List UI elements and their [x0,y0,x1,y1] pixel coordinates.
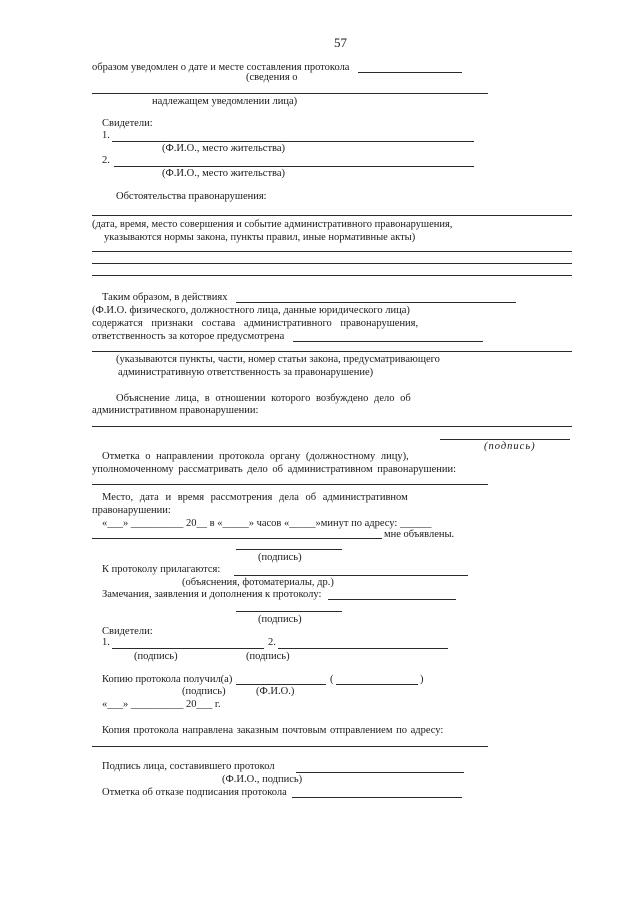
fill-line [92,93,488,94]
fill-line [236,302,516,303]
text-line: (подпись) [258,552,302,563]
fill-line [292,797,462,798]
text-line: (подпись) [258,614,302,625]
text-line: ответственность за которое предусмотрена [92,331,285,342]
fill-line [112,648,264,649]
text-line: (подпись) [246,651,290,662]
text-line: 2. [268,637,276,648]
text-line: (указываются пункты, части, номер статьи закона, предусматривающего [116,354,440,365]
text-line: мне объявлены. [384,529,455,540]
fill-line [358,72,462,73]
fill-line [114,166,474,167]
fill-line [92,746,488,747]
fill-line [236,684,326,685]
fill-line [92,215,572,216]
text-line: (Ф.И.О., подпись) [222,774,303,785]
text-line: надлежащем уведомлении лица) [152,96,298,107]
text-line: 2. [102,155,110,166]
text-line: (Ф.И.О., место жительства) [162,143,286,154]
fill-line [236,549,342,550]
text-line: содержатся признаки состава административного правонарушения, [92,318,419,329]
text-line: Подпись лица, составившего протокол [102,761,275,772]
text-line: административном правонарушении: [92,405,259,416]
text-line: Отметка об отказе подписания протокола [102,787,287,798]
fill-line [112,141,474,142]
fill-line [92,426,572,427]
text-line: «___» __________ 20__ в «_____» часов «_____»минут по адресу: ______ [102,518,432,529]
text-line: 1. [102,637,110,648]
text-line: правонарушении: [92,505,171,516]
fill-line [92,275,572,276]
text-line: Отметка о направлении протокола органу (должностному лицу), [102,451,409,462]
fill-line [440,439,570,440]
text-line: (объяснения, фотоматериалы, др.) [182,577,334,588]
fill-line [92,484,488,485]
text-line: (сведения о [246,72,298,83]
text-line: (подпись) [484,441,536,452]
text-line: Свидетели: [102,118,153,129]
text-line: (Ф.И.О. физического, должностного лица, данные юридического лица) [92,305,410,316]
fill-line [278,648,448,649]
text-line: образом уведомлен о дате и месте составления протокола [92,62,350,73]
text-line: Обстоятельства правонарушения: [116,191,267,202]
text-line: К протоколу прилагаются: [102,564,221,575]
text-line: уполномоченному рассматривать дело об административном правонарушении: [92,464,457,475]
text-line: ) [420,674,424,685]
text-line: Копия протокола направлена заказным почтовым отправлением по адресу: [102,725,444,736]
text-line: Место, дата и время рассмотрения дела об административном [102,492,408,503]
text-line: (Ф.И.О., место жительства) [162,168,286,179]
text-line: Таким образом, в действиях [102,292,228,303]
fill-line [328,599,456,600]
text-line: Свидетели: [102,626,153,637]
text-line: (подпись) [182,686,226,697]
fill-line [234,575,468,576]
text-line: «___» __________ 20___ г. [102,699,221,710]
text-line: Замечания, заявления и дополнения к протоколу: [102,589,322,600]
text-line: указываются нормы закона, пункты правил, иные нормативные акты) [104,232,416,243]
text-line: (дата, время, место совершения и событие административного правонарушения, [92,219,453,230]
text-line: Копию протокола получил(а) [102,674,233,685]
fill-line [92,263,572,264]
page-number: 57 [334,35,347,50]
text-line: (Ф.И.О.) [256,686,295,697]
fill-line [92,251,572,252]
text-line: административную ответственность за правонарушение) [118,367,374,378]
fill-line [293,341,483,342]
fill-line [92,538,382,539]
text-line: ( [330,674,334,685]
fill-line [92,351,572,352]
fill-line [236,611,342,612]
fill-line [336,684,418,685]
text-line: Объяснение лица, в отношении которого возбуждено дело об [116,393,411,404]
text-line: (подпись) [134,651,178,662]
fill-line [296,772,464,773]
text-line: 1. [102,130,110,141]
